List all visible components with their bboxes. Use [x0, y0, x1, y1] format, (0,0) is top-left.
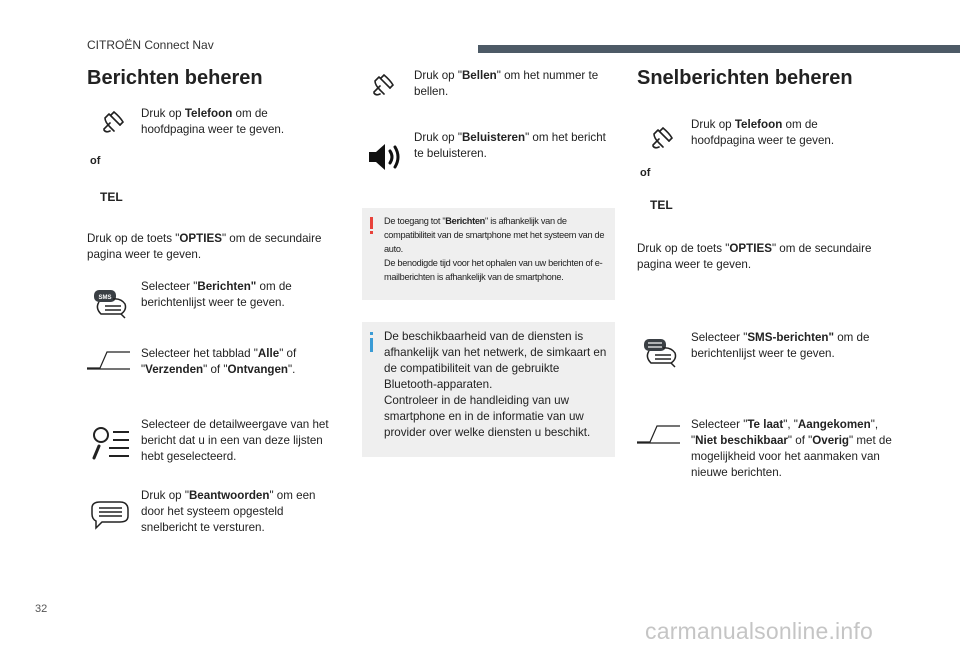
- phone-icon: [649, 124, 675, 150]
- warning-note: [362, 208, 615, 300]
- header-title: CITROËN Connect Nav: [87, 38, 214, 52]
- phone-icon: [100, 108, 126, 134]
- col1-step2-text: Selecteer "Berichten" om de berichtenlijst weer te geven.: [141, 280, 292, 309]
- or-label: of: [640, 167, 651, 179]
- phone-icon: [370, 71, 396, 97]
- detail-list-icon: [91, 422, 131, 462]
- info-mark-dot: [370, 332, 373, 335]
- tel-label: TEL: [650, 198, 673, 212]
- col1-step1-text: Druk op Telefoon om de hoofdpagina weer te geven.: [141, 107, 285, 136]
- watermark: carmanualsonline.info: [645, 618, 873, 644]
- col3-step1-text: Druk op Telefoon om de hoofdpagina weer te geven.: [691, 118, 835, 147]
- col1-step3-text: Selecteer het tabblad "Alle" of "Verzenden" of "Ontvangen".: [141, 347, 297, 376]
- col1-step5-text: Druk op "Beantwoorden" om een door het systeem opgesteld snelbericht te versturen.: [141, 489, 316, 534]
- svg-text:SMS: SMS: [98, 295, 112, 301]
- col3-step3-text: Selecteer "Te laat", "Aangekomen", "Niet beschikbaar" of "Overig" met de mogelijkheid voor het aanmaken van nieuwe berichten.: [691, 418, 892, 479]
- tab-icon: [86, 349, 132, 371]
- reply-icon: [88, 500, 132, 530]
- col2-step1-text: Druk op "Bellen" om het nummer te bellen.: [414, 69, 599, 98]
- warning-text: De toegang tot "Berichten" is afhankelijk van de compatibiliteit van de smartphone met het systeem van de auto. De benodigde tijd voor het ophalen van uw berichten of e-mailberichten is afhankelijk van de smartphone.: [384, 216, 605, 282]
- header-bar: [478, 45, 960, 53]
- tel-label: TEL: [100, 190, 123, 204]
- page-number: 32: [35, 603, 48, 615]
- col3-step2-text: Selecteer "SMS-berichten" om de berichtenlijst weer te geven.: [691, 331, 870, 360]
- section-title-snelberichten: Snelberichten beheren: [637, 67, 853, 89]
- or-label: of: [90, 155, 101, 167]
- info-mark: [370, 338, 373, 352]
- col3-options-text: Druk op de toets "OPTIES" om de secundaire pagina weer te geven.: [637, 242, 872, 271]
- tab-icon: [636, 423, 682, 445]
- info-note: [362, 322, 615, 457]
- warning-mark: [370, 217, 373, 229]
- col1-step4-text: Selecteer de detailweergave van het bericht dat u in een van deze lijsten hebt geselecteerd.: [141, 418, 329, 463]
- sms-icon: [641, 337, 679, 369]
- info-text: De beschikbaarheid van de diensten is afhankelijk van het netwerk, de simkaart en de compatibiliteit van de gebruikte Bluetooth-apparaten. Controleer in de handleiding van uw smartphone en in de informatie van uw provider over welke diensten u beschikt.: [384, 330, 607, 439]
- col2-step2-text: Druk op "Beluisteren" om het bericht te beluisteren.: [414, 131, 606, 160]
- warning-mark-dot: [370, 231, 373, 234]
- col1-options-text: Druk op de toets "OPTIES" om de secundaire pagina weer te geven.: [87, 232, 322, 261]
- speaker-icon: [366, 139, 402, 175]
- section-title-berichten: Berichten beheren: [87, 67, 263, 89]
- sms-icon: [91, 288, 129, 320]
